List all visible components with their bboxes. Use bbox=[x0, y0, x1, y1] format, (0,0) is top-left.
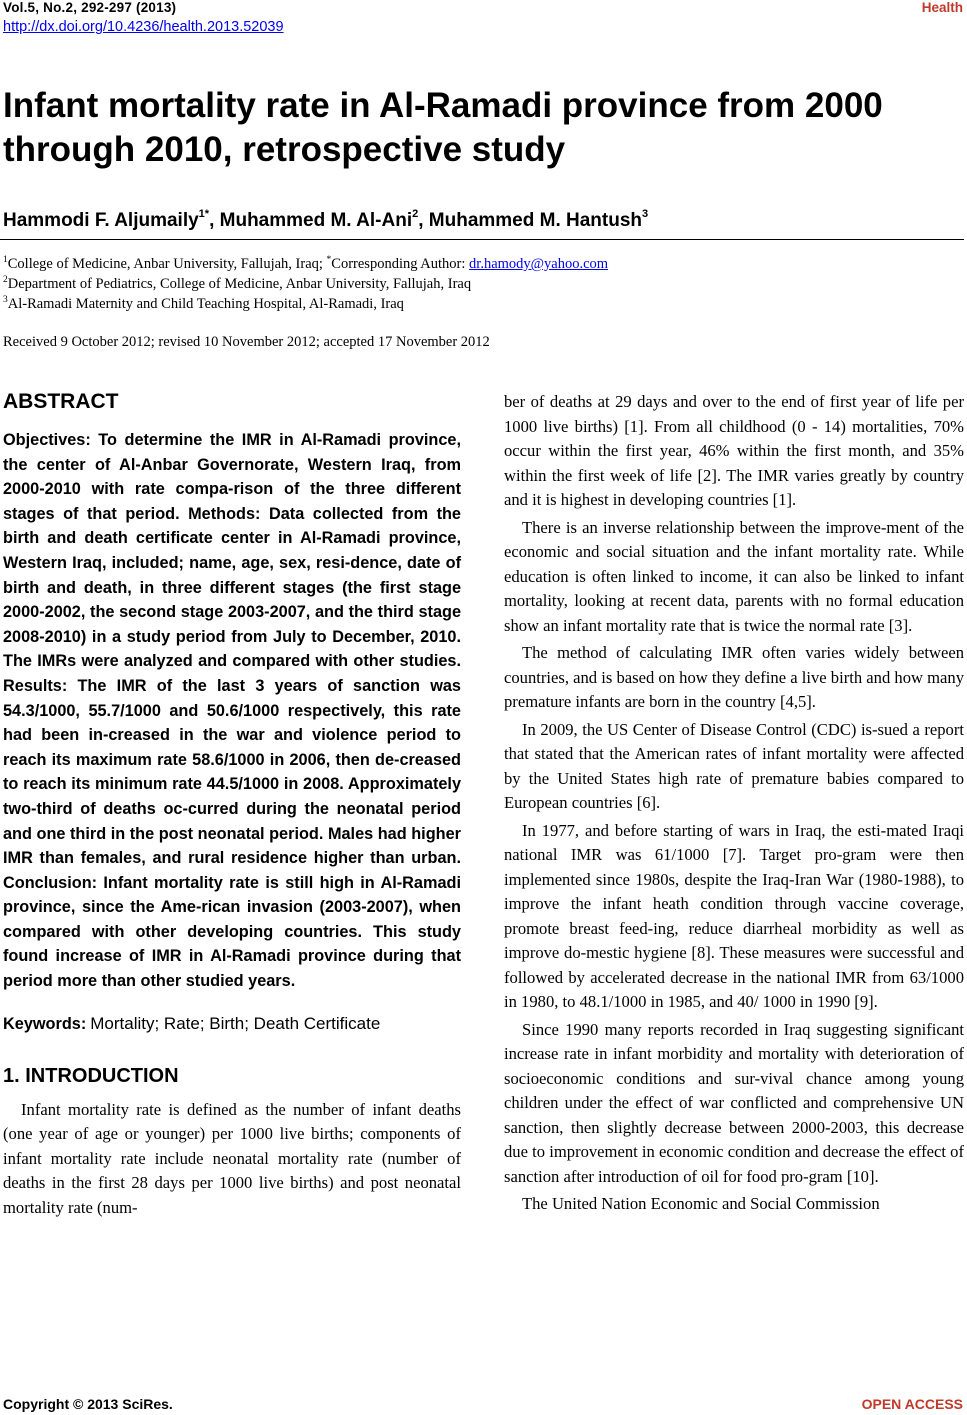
open-access-label: OPEN ACCESS bbox=[861, 1396, 963, 1412]
author-2: , Muhammed M. Al-Ani bbox=[209, 210, 413, 231]
affiliation-3 bbox=[3, 290, 404, 314]
author-1-marker: 1* bbox=[198, 208, 210, 220]
corresponding-label: Corresponding Author: bbox=[331, 256, 470, 272]
right-paragraph-5: In 1977, and before starting of wars in Iraq, the esti-mated Iraqi national IMR was 61/1000 [7]. Target pro-gram were then implemented since 1980s, despite the Iraq-Iran War (1980-1988), to improve the infant heath condition through vaccine coverage, promote breast feed-ing, reduce diarrheal morbidity as well as improve do-mestic hygiene [8]. These measures were successful and followed by accelerated decrease in the national IMR from 63/1000 in 1980, to 48.1/1000 in 1985, and 40/ 1000 in 1990 [9]. bbox=[504, 820, 964, 1011]
title-line-1: Infant mortality rate in Al-Ramadi province from 2000 bbox=[3, 86, 883, 125]
copyright-notice: Copyright © 2013 SciRes. bbox=[3, 1396, 173, 1412]
author-3-marker: 3 bbox=[642, 208, 649, 220]
title-line-2: through 2010, retrospective study bbox=[3, 130, 566, 169]
keywords-label: Keywords: bbox=[3, 1014, 87, 1033]
abstract-heading: ABSTRACT bbox=[3, 390, 119, 413]
abstract-body: Objectives: To determine the IMR in Al-Ramadi province, the center of Al-Anbar Governorate, Western Iraq, from 2000-2010 with rate compa-rison of the three different stages of that period. Methods: Data collected from the birth and death certificate center in Al-Ramadi province, Western Iraq, included; name, age, sex, resi-dence, date of birth and death, in three different stages (the first stage 2000-2002, the second stage 2003-2007, and the third stage 2008-2010) in a study period from July to December, 2010. The IMRs were analyzed and compared with other studies. Results: The IMR of the last 3 years of sanction was 54.3/1000, 55.7/1000 and 50.6/1000 respectively, this rate had been in-creased in the war and violence period to reach its maximum rate 58.6/1000 in 2006, then de-creased to reach its minimum rate 44.5/1000 in 2008. Approximately two-third of deaths oc-curred during the neonatal period and one third in the post neonatal period. Males had higher IMR than females, and rural residence higher than urban. Conclusion: Infant mortality rate is still high in Al-Ramadi province, since the Ame-rican invasion (2003-2007), when compared with other developing countries. This study found increase of IMR in Al-Ramadi province during that period more than other studied years. bbox=[3, 431, 461, 991]
doi-link[interactable]: http://dx.doi.org/10.4236/health.2013.52039 bbox=[3, 19, 284, 35]
left-column bbox=[3, 388, 461, 1220]
affiliation-2-text: Department of Pediatrics, College of Medicine, Anbar University, Fallujah, Iraq bbox=[7, 276, 472, 292]
right-paragraph-6: Since 1990 many reports recorded in Iraq suggesting significant increase rate in infant morbidity and mortality with deterioration of socioeconomic conditions and sur-vival chance among young children under the effect of war conflicted and comprehensive UN sanction, then slightly decrease between 2000-2003, this decrease due to improvement in economic condition and decrease the effect of sanction after introduction of oil for food pro-gram [10]. bbox=[504, 1019, 964, 1186]
keywords-value: Mortality; Rate; Birth; Death Certificate bbox=[90, 1013, 381, 1033]
author-divider bbox=[0, 239, 964, 240]
right-paragraph-4: In 2009, the US Center of Disease Control (CDC) is-sued a report that stated that the American rates of infant mortality were affected by the United States high rate of premature babies compared to European countries [6]. bbox=[504, 719, 964, 812]
right-paragraph-2: There is an inverse relationship between the improve-ment of the economic and social situation and the infant mortality rate. While education is often linked to income, it can also be linked to infant mortality, looking at recent data, parents with no formal education show an infant mortality rate that is twice the normal rate [3]. bbox=[504, 517, 964, 635]
introduction-heading: 1. INTRODUCTION bbox=[3, 1064, 179, 1087]
introduction-paragraph-1: Infant mortality rate is defined as the number of infant deaths (one year of age or younger) per 1000 live births; components of infant mortality rate include neonatal mortality rate (number of deaths in the first 28 days per 1000 live births) and post neonatal mortality rate (num- bbox=[3, 1099, 461, 1217]
author-list bbox=[3, 208, 648, 232]
received-dates: Received 9 October 2012; revised 10 November 2012; accepted 17 November 2012 bbox=[3, 334, 490, 350]
affiliation-1-marker: 1 bbox=[3, 255, 8, 265]
right-paragraph-1: ber of deaths at 29 days and over to the end of first year of life per 1000 live births) [1]. From all childhood (0 - 14) mortalities, 70% occur within the first year, 46% within the first month, and 35% within the first week of life [2]. The IMR varies greatly by country and it is highest in developing countries [1]. bbox=[504, 392, 964, 509]
right-column bbox=[504, 390, 964, 1217]
affiliation-3-text: Al-Ramadi Maternity and Child Teaching Hospital, Al-Ramadi, Iraq bbox=[7, 296, 404, 312]
author-1: Hammodi F. Aljumaily bbox=[3, 210, 199, 231]
right-paragraph-3: The method of calculating IMR often varies widely between countries, and is based on how they define a live birth and how many premature infants are born in the country [4,5]. bbox=[504, 643, 964, 711]
keywords bbox=[3, 1012, 461, 1036]
corresponding-marker: * bbox=[326, 255, 332, 265]
right-paragraph-7: The United Nation Economic and Social Commission bbox=[522, 1194, 880, 1213]
affiliation-3-marker: 3 bbox=[3, 295, 8, 305]
affiliation-1-text: College of Medicine, Anbar University, Fallujah, Iraq; bbox=[7, 256, 327, 272]
journal-reference: Vol.5, No.2, 292-297 (2013) bbox=[3, 0, 177, 15]
author-3: , Muhammed M. Hantush bbox=[418, 210, 643, 231]
paper-title bbox=[3, 84, 965, 172]
author-2-marker: 2 bbox=[412, 208, 419, 220]
journal-name: Health bbox=[921, 0, 963, 15]
affiliation-2-marker: 2 bbox=[3, 275, 8, 285]
corresponding-email-link[interactable]: dr.hamody@yahoo.com bbox=[469, 256, 609, 272]
